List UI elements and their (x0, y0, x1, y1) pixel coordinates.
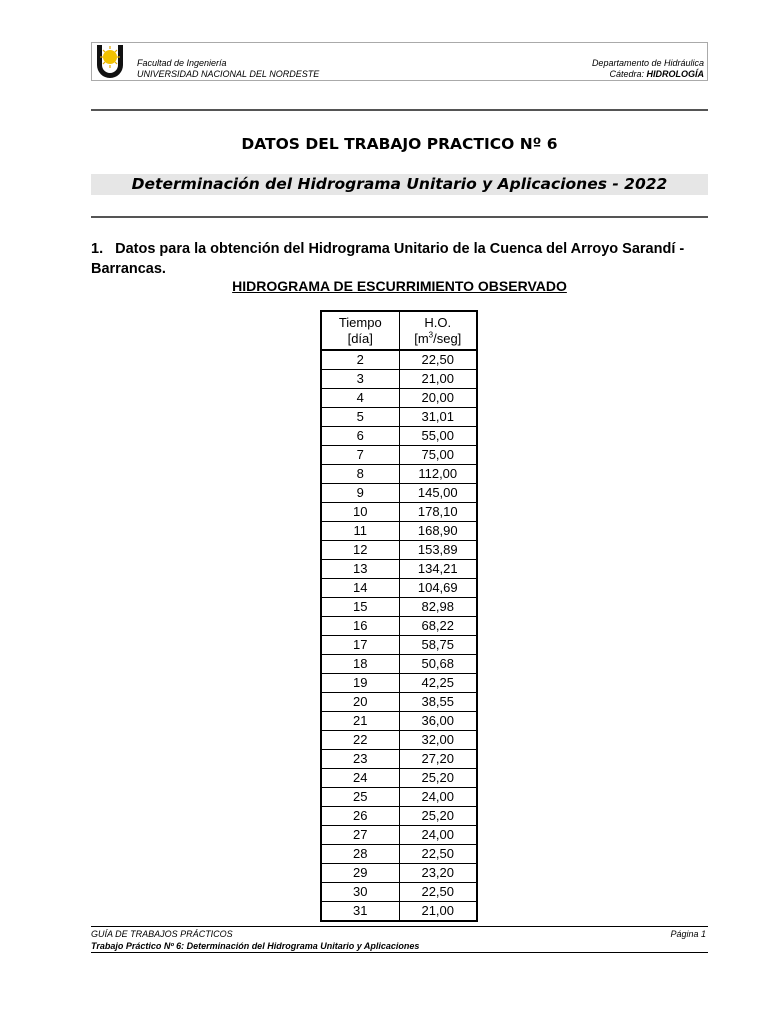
table-body (321, 350, 477, 921)
cell-flow: 153,89 (399, 541, 477, 560)
table-row (321, 617, 477, 636)
table-row (321, 522, 477, 541)
table-row (321, 484, 477, 503)
cell-time: 23 (321, 750, 399, 769)
header-left (137, 58, 319, 80)
cell-flow: 42,25 (399, 674, 477, 693)
cell-time: 5 (321, 408, 399, 427)
university-logo (94, 43, 126, 79)
table-title: HIDROGRAMA DE ESCURRIMIENTO OBSERVADO (232, 278, 567, 294)
cell-flow: 55,00 (399, 427, 477, 446)
table-row (321, 465, 477, 484)
table-row (321, 389, 477, 408)
cell-flow: 36,00 (399, 712, 477, 731)
cell-flow: 24,00 (399, 826, 477, 845)
cell-flow: 134,21 (399, 560, 477, 579)
cell-time: 24 (321, 769, 399, 788)
cell-flow: 178,10 (399, 503, 477, 522)
cell-time: 31 (321, 902, 399, 922)
cell-time: 30 (321, 883, 399, 902)
col2-line1: H.O. (424, 314, 452, 330)
column-header-time (321, 311, 399, 350)
table-row (321, 560, 477, 579)
cell-flow: 112,00 (399, 465, 477, 484)
mid-rule (91, 216, 708, 218)
footer-guide: GUÍA DE TRABAJOS PRÁCTICOS (91, 929, 233, 939)
faculty-name: Facultad de Ingeniería (137, 58, 227, 68)
catedra-line (592, 69, 704, 80)
cell-time: 27 (321, 826, 399, 845)
cell-flow: 68,22 (399, 617, 477, 636)
table-row (321, 503, 477, 522)
footer-tp-label: Trabajo Práctico Nº 6: (91, 941, 185, 951)
cell-time: 26 (321, 807, 399, 826)
cell-time: 4 (321, 389, 399, 408)
table-row (321, 845, 477, 864)
col1-line1: Tiempo (338, 314, 382, 330)
cell-time: 28 (321, 845, 399, 864)
footer-tp (91, 941, 419, 951)
top-rule (91, 109, 708, 111)
col2-unit-post: /seg] (433, 330, 462, 346)
cell-flow: 23,20 (399, 864, 477, 883)
cell-time: 3 (321, 370, 399, 389)
cell-time: 16 (321, 617, 399, 636)
footer-rule-top (91, 926, 708, 927)
cell-flow: 20,00 (399, 389, 477, 408)
cell-flow: 58,75 (399, 636, 477, 655)
cell-flow: 82,98 (399, 598, 477, 617)
table-row (321, 807, 477, 826)
table-row (321, 826, 477, 845)
cell-time: 9 (321, 484, 399, 503)
cell-flow: 22,50 (399, 845, 477, 864)
cell-time: 18 (321, 655, 399, 674)
department-name: Departamento de Hidráulica (591, 58, 704, 68)
cell-flow: 21,00 (399, 370, 477, 389)
cell-flow: 21,00 (399, 902, 477, 922)
section-1 (91, 239, 711, 279)
cell-time: 6 (321, 427, 399, 446)
table-row (321, 712, 477, 731)
table-row (321, 350, 477, 370)
cell-time: 15 (321, 598, 399, 617)
cell-flow: 75,00 (399, 446, 477, 465)
cell-time: 7 (321, 446, 399, 465)
cell-flow: 25,20 (399, 807, 477, 826)
cell-time: 19 (321, 674, 399, 693)
table-row (321, 788, 477, 807)
table-row (321, 655, 477, 674)
cell-flow: 22,50 (399, 350, 477, 370)
table-row (321, 636, 477, 655)
cell-flow: 22,50 (399, 883, 477, 902)
cell-flow: 38,55 (399, 693, 477, 712)
table-row (321, 750, 477, 769)
table-row (321, 769, 477, 788)
footer-page: Página 1 (670, 929, 706, 939)
cell-flow: 50,68 (399, 655, 477, 674)
footer-rule-bottom (91, 952, 708, 953)
cell-time: 13 (321, 560, 399, 579)
cell-time: 10 (321, 503, 399, 522)
table-row (321, 408, 477, 427)
cell-time: 25 (321, 788, 399, 807)
cell-time: 2 (321, 350, 399, 370)
cell-flow: 25,20 (399, 769, 477, 788)
cell-time: 21 (321, 712, 399, 731)
col2-unit-sup: 3 (428, 330, 434, 340)
cell-time: 20 (321, 693, 399, 712)
cell-time: 11 (321, 522, 399, 541)
table-row (321, 541, 477, 560)
cell-flow: 168,90 (399, 522, 477, 541)
col2-unit-pre: [m (414, 330, 429, 346)
table-row (321, 902, 477, 922)
cell-flow: 104,69 (399, 579, 477, 598)
col1-line2: [día] (347, 330, 373, 346)
table-row (321, 864, 477, 883)
cell-time: 12 (321, 541, 399, 560)
cell-flow: 27,20 (399, 750, 477, 769)
cell-flow: 24,00 (399, 788, 477, 807)
table-row (321, 598, 477, 617)
document-subtitle: Determinación del Hidrograma Unitario y Aplicaciones - 2022 (131, 175, 668, 193)
cell-time: 22 (321, 731, 399, 750)
table-row (321, 883, 477, 902)
table-header-row (321, 311, 477, 350)
cell-flow: 145,00 (399, 484, 477, 503)
cell-time: 14 (321, 579, 399, 598)
section-text: Datos para la obtención del Hidrograma Unitario de la Cuenca del Arroyo Sarandí - Barrancas. (91, 241, 685, 277)
table-row (321, 693, 477, 712)
catedra-name: HIDROLOGÍA (646, 69, 704, 79)
table-row (321, 731, 477, 750)
table-row (321, 427, 477, 446)
university-name: UNIVERSIDAD NACIONAL DEL NORDESTE (137, 69, 320, 79)
section-number: 1. (91, 241, 104, 257)
table-row (321, 579, 477, 598)
header-right (592, 58, 704, 80)
footer-tp-title: Determinación del Hidrograma Unitario y Aplicaciones (186, 941, 420, 951)
hydrograph-table (320, 310, 478, 922)
cell-time: 17 (321, 636, 399, 655)
cell-time: 8 (321, 465, 399, 484)
col2-line2 (400, 331, 477, 347)
catedra-label: Cátedra: (609, 69, 644, 79)
table-row (321, 674, 477, 693)
column-header-flow (399, 311, 477, 350)
cell-flow: 32,00 (399, 731, 477, 750)
table-row (321, 446, 477, 465)
table-row (321, 370, 477, 389)
cell-time: 29 (321, 864, 399, 883)
document-title: DATOS DEL TRABAJO PRACTICO Nº 6 (241, 135, 558, 153)
cell-flow: 31,01 (399, 408, 477, 427)
